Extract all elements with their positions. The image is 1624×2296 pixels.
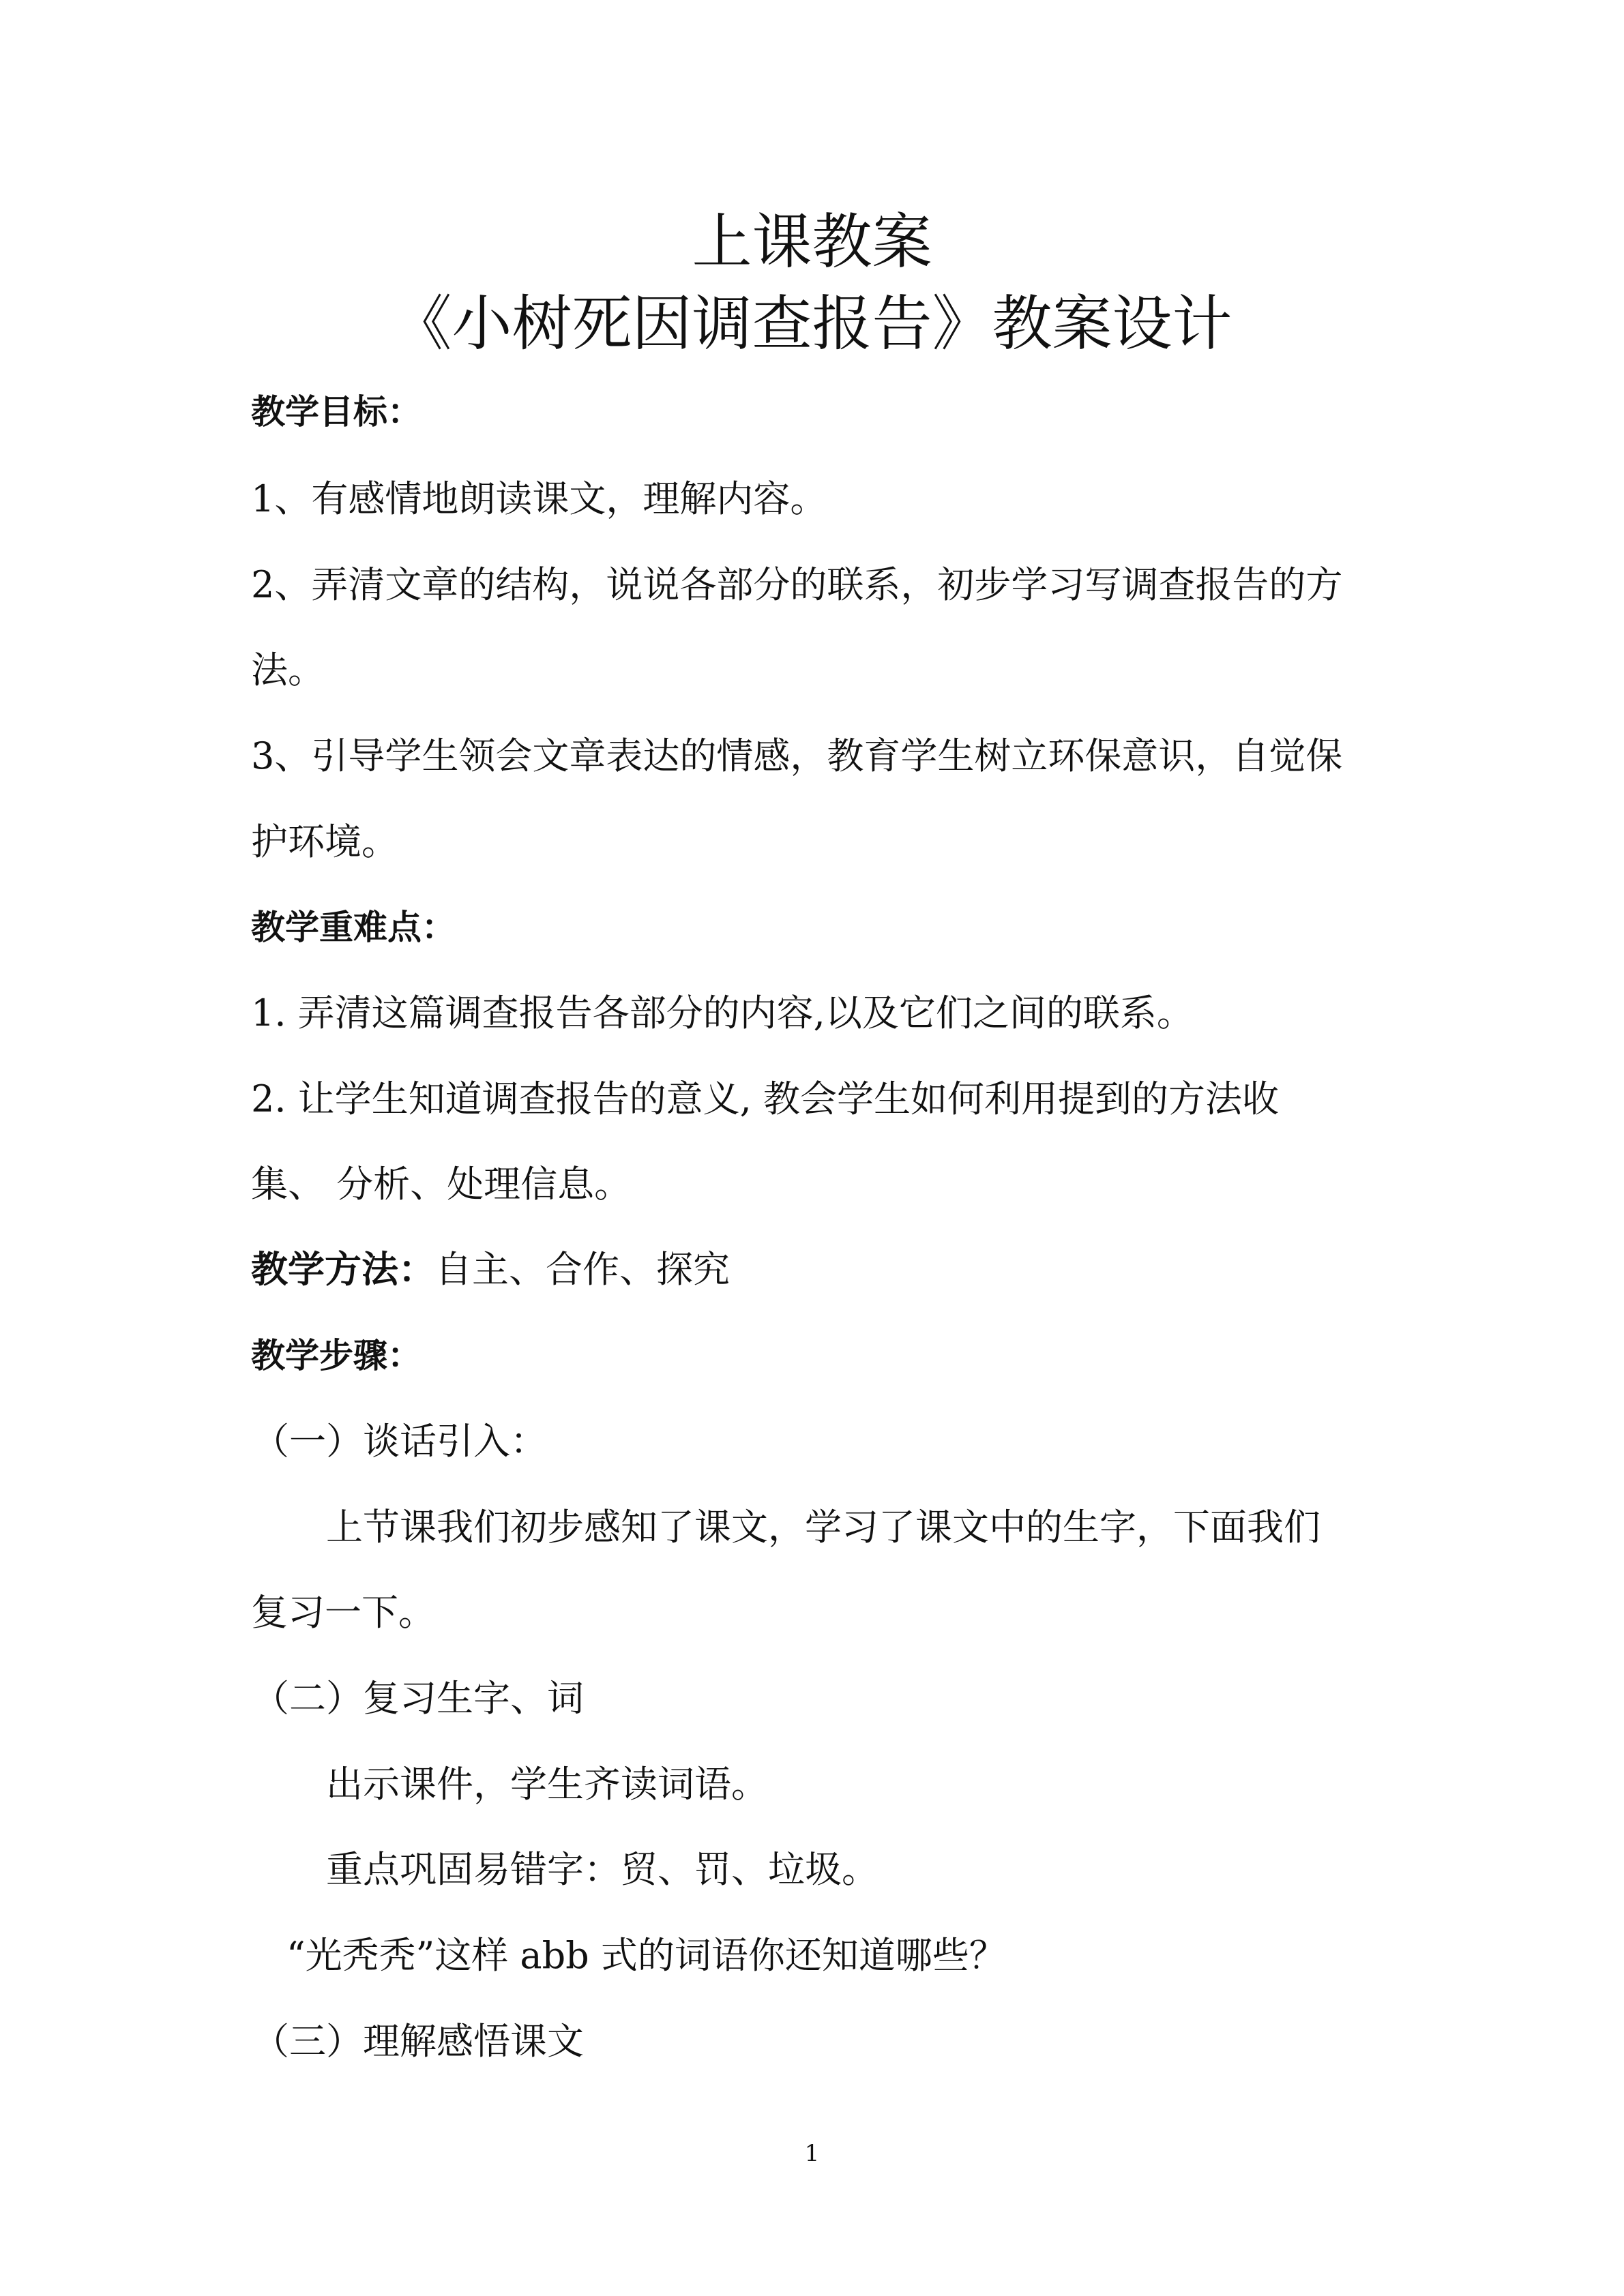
objective-2-line1: 2、弄清文章的结构，说说各部分的联系，初步学习写调查报告的方 xyxy=(251,563,1343,606)
step-1-line1: 上节课我们初步感知了课文，学习了课文中的生字，下面我们 xyxy=(326,1506,1320,1549)
methods-row xyxy=(251,1248,730,1292)
document-subtitle: 《小树死因调查报告》教案设计 xyxy=(392,288,1232,359)
page-number: 1 xyxy=(804,2140,820,2167)
key-point-2-line2: 集、 分析、处理信息。 xyxy=(251,1163,632,1206)
steps-heading: 教学步骤： xyxy=(251,1336,422,1375)
key-point-2-line1: 2. 让学生知道调查报告的意义, 教会学生如何利用提到的方法收 xyxy=(251,1077,1280,1120)
step-1-line2: 复习一下。 xyxy=(251,1591,435,1634)
document-title: 上课教案 xyxy=(692,207,932,277)
objective-3-line2: 护环境。 xyxy=(251,820,398,863)
step-2-heading: （二）复习生字、词 xyxy=(252,1677,584,1720)
step-2-line2: 重点巩固易错字：贸、罚、垃圾。 xyxy=(326,1848,879,1891)
key-point-1: 1. 弄清这篇调查报告各部分的内容,以及它们之间的联系。 xyxy=(251,992,1194,1034)
objectives-heading: 教学目标： xyxy=(251,392,422,432)
methods-label: 教学方法： xyxy=(251,1248,435,1291)
key-points-heading: 教学重难点： xyxy=(251,908,456,947)
objective-3-line1: 3、引导学生领会文章表达的情感，教育学生树立环保意识，自觉保 xyxy=(251,734,1343,777)
methods-value: 自主、合作、探究 xyxy=(435,1248,730,1291)
objective-2-line2: 法。 xyxy=(251,648,325,691)
step-2-line3: “光秃秃”这样 abb 式的词语你还知道哪些？ xyxy=(286,1934,1006,1977)
step-2-line1: 出示课件，学生齐读词语。 xyxy=(326,1763,768,1806)
objective-1: 1、有感情地朗读课文，理解内容。 xyxy=(251,477,827,520)
step-1-heading: （一）谈话引入： xyxy=(252,1420,547,1463)
step-3-heading: （三）理解感悟课文 xyxy=(252,2020,584,2063)
